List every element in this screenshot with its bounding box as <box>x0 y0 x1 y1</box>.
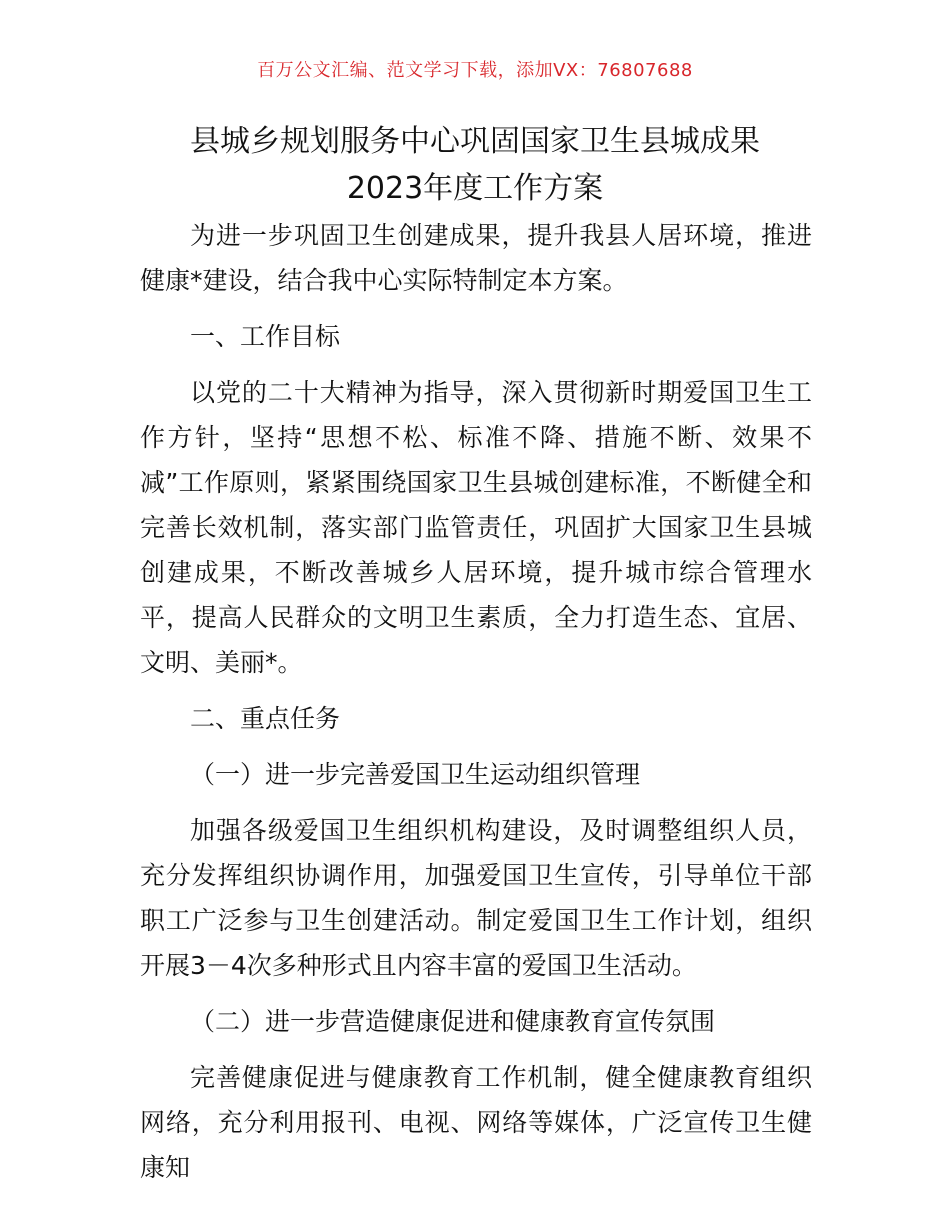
subsection-2-paragraph: 完善健康促进与健康教育工作机制，健全健康教育组织网络，充分利用报刊、电视、网络等媒体，广泛宣传卫生健康知 <box>140 1063 812 1182</box>
document-title-line-1: 县城乡规划服务中心巩固国家卫生县城成果 <box>190 124 760 159</box>
subsection-heading-2: （二）进一步营造健康促进和健康教育宣传氛围 <box>190 1007 716 1036</box>
subsection-1-paragraph: 加强各级爱国卫生组织机构建设，及时调整组织人员，充分发挥组织协调作用，加强爱国卫生宣传，引导单位干部职工广泛参与卫生创建活动。制定爱国卫生工作计划，组织开展3－4次多种形式且内容丰富的爱国卫生活动。 <box>140 816 812 980</box>
intro-paragraph: 为进一步巩固卫生创建成果，提升我县人居环境，推进健康*建设，结合我中心实际特制定本方案。 <box>140 221 812 295</box>
goals-paragraph: 以党的二十大精神为指导，深入贯彻新时期爱国卫生工作方针，坚持“思想不松、标准不降、措施不断、效果不减”工作原则，紧紧围绕国家卫生县城创建标准，不断健全和完善长效机制，落实部门监管责任，巩固扩大国家卫生县城创建成果，不断改善城乡人居环境，提升城市综合管理水平，提高人民群众的文明卫生素质，全力打造生态、宜居、文明、美丽*。 <box>140 378 812 677</box>
document-title-line-2: 2023年度工作方案 <box>346 171 604 206</box>
subsection-heading-1: （一）进一步完善爱国卫生运动组织管理 <box>190 760 641 789</box>
section-heading-tasks: 二、重点任务 <box>190 704 341 733</box>
promo-banner: 百万公文汇编、范文学习下载，添加VX：76807688 <box>257 60 693 81</box>
document-body <box>140 213 812 1201</box>
section-heading-goals: 一、工作目标 <box>190 322 341 351</box>
